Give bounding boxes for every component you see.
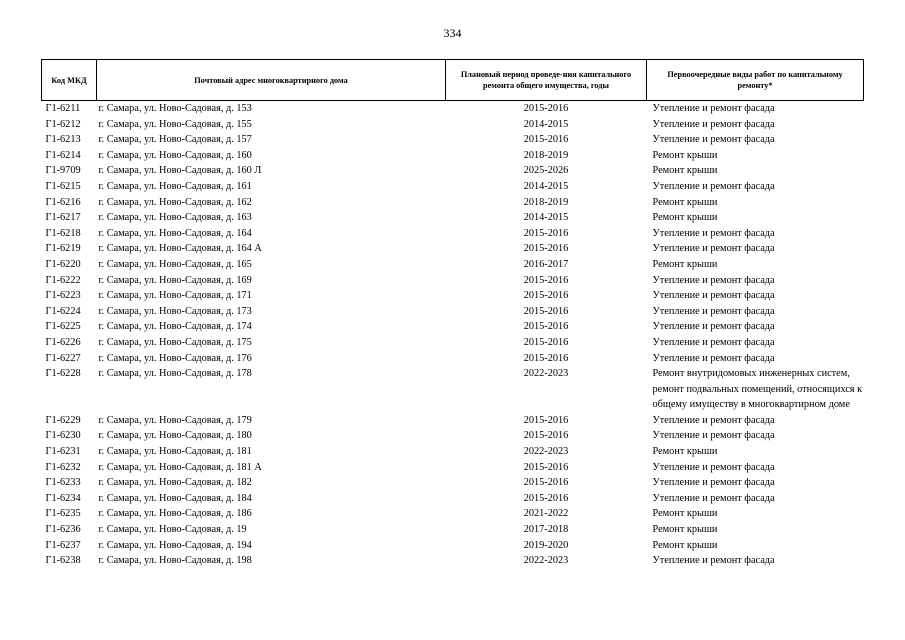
cell-address: г. Самара, ул. Ново-Садовая, д. 186 xyxy=(98,508,252,520)
cell-address: г. Самара, ул. Ново-Садовая, д. 181 xyxy=(98,446,252,458)
cell-address: г. Самара, ул. Ново-Садовая, д. 153 xyxy=(98,103,252,114)
cell-period: 2015-2016 xyxy=(523,414,569,426)
table-row xyxy=(42,413,864,429)
cell-code: Г1-6224 xyxy=(45,305,81,317)
cell-works: Утепление и ремонт фасада xyxy=(652,290,775,302)
cell-period: 2017-2018 xyxy=(523,524,569,536)
cell-address: г. Самара, ул. Ново-Садовая, д. 179 xyxy=(98,414,252,426)
table-row xyxy=(42,101,864,117)
cell-address: г. Самара, ул. Ново-Садовая, д. 160 xyxy=(98,149,252,161)
cell-works: Утепление и ремонт фасада xyxy=(652,430,775,442)
cell-address: г. Самара, ул. Ново-Садовая, д. 161 xyxy=(98,180,252,192)
cell-period: 2015-2016 xyxy=(523,430,569,442)
cell-period: 2015-2016 xyxy=(523,336,569,348)
cell-works: Утепление и ремонт фасада xyxy=(652,321,775,333)
table-header xyxy=(42,60,864,101)
table-row xyxy=(42,506,864,522)
cell-code: Г1-6231 xyxy=(45,446,81,458)
table-row xyxy=(42,117,864,133)
cell-code: Г1-6216 xyxy=(45,196,81,208)
cell-address: г. Самара, ул. Ново-Садовая, д. 180 xyxy=(98,430,252,442)
cell-period: 2014-2015 xyxy=(523,212,569,224)
cell-period: 2022-2023 xyxy=(523,555,569,567)
cell-works: Ремонт крыши xyxy=(652,196,718,208)
cell-period: 2019-2020 xyxy=(523,539,569,551)
cell-works: Ремонт крыши xyxy=(652,258,718,270)
table-row xyxy=(42,319,864,335)
cell-code: Г1-6226 xyxy=(45,336,81,348)
cell-period: 2014-2015 xyxy=(523,180,569,192)
page-number: 334 xyxy=(443,26,462,40)
table-row xyxy=(42,257,864,273)
cell-period: 2015-2016 xyxy=(523,492,569,504)
cell-period: 2015-2016 xyxy=(523,477,569,489)
cell-address: г. Самара, ул. Ново-Садовая, д. 184 xyxy=(98,492,252,504)
cell-works: Утепление и ремонт фасада xyxy=(652,492,775,504)
table-row xyxy=(42,304,864,320)
cell-period: 2015-2016 xyxy=(523,305,569,317)
cell-period: 2015-2016 xyxy=(523,274,569,286)
cell-works: Утепление и ремонт фасада xyxy=(652,336,775,348)
cell-address: г. Самара, ул. Ново-Садовая, д. 181 А xyxy=(98,461,262,473)
table-row xyxy=(42,460,864,476)
cell-code: Г1-6218 xyxy=(45,227,81,239)
cell-period: 2015-2016 xyxy=(523,461,569,473)
column-header-code: Код МКД xyxy=(42,60,97,101)
cell-period: 2018-2019 xyxy=(523,149,569,161)
cell-works: Утепление и ремонт фасада xyxy=(652,227,775,239)
cell-works: Утепление и ремонт фасада xyxy=(652,274,775,286)
table-row xyxy=(42,444,864,460)
cell-works: Ремонт крыши xyxy=(652,446,718,458)
cell-period: 2015-2016 xyxy=(523,227,569,239)
cell-works: Утепление и ремонт фасада xyxy=(652,103,775,114)
cell-code: Г1-6237 xyxy=(45,539,81,551)
cell-address: г. Самара, ул. Ново-Садовая, д. 174 xyxy=(98,321,252,333)
cell-period: 2015-2016 xyxy=(523,134,569,146)
cell-works: Утепление и ремонт фасада xyxy=(652,414,775,426)
table-row xyxy=(42,288,864,304)
cell-code: Г1-6222 xyxy=(45,274,81,286)
cell-works: Ремонт крыши xyxy=(652,212,718,224)
table-row xyxy=(42,210,864,226)
cell-code: Г1-6220 xyxy=(45,258,81,270)
table-row xyxy=(42,553,864,569)
cell-works: Утепление и ремонт фасада xyxy=(652,352,775,364)
column-header-period: Плановый период проведе-ния капитального ремонта общего имущества, годы xyxy=(446,60,647,101)
cell-period: 2016-2017 xyxy=(523,258,569,270)
cell-code: Г1-6225 xyxy=(45,321,81,333)
cell-code: Г1-6236 xyxy=(45,524,81,536)
cell-period: 2015-2016 xyxy=(523,290,569,302)
cell-address: г. Самара, ул. Ново-Садовая, д. 194 xyxy=(98,539,252,551)
table-row xyxy=(42,226,864,242)
cell-works: Утепление и ремонт фасада xyxy=(652,461,775,473)
cell-period: 2014-2015 xyxy=(523,118,569,130)
cell-code: Г1-6228 xyxy=(45,368,81,380)
table-row xyxy=(42,475,864,491)
cell-address: г. Самара, ул. Ново-Садовая, д. 162 xyxy=(98,196,252,208)
cell-code: Г1-6211 xyxy=(45,103,81,114)
cell-address: г. Самара, ул. Ново-Садовая, д. 175 xyxy=(98,336,252,348)
cell-works: Утепление и ремонт фасада xyxy=(652,180,775,192)
table-row xyxy=(42,195,864,211)
cell-code: Г1-6232 xyxy=(45,461,81,473)
cell-period: 2015-2016 xyxy=(523,243,569,255)
table-row xyxy=(42,428,864,444)
cell-code: Г1-6227 xyxy=(45,352,81,364)
cell-code: Г1-6234 xyxy=(45,492,81,504)
cell-code: Г1-6230 xyxy=(45,430,81,442)
cell-code: Г1-9709 xyxy=(45,165,81,177)
cell-period: 2025-2026 xyxy=(523,165,569,177)
cell-works: Утепление и ремонт фасада xyxy=(652,118,775,130)
cell-code: Г1-6214 xyxy=(45,149,81,161)
cell-works: Утепление и ремонт фасада xyxy=(652,305,775,317)
cell-code: Г1-6212 xyxy=(45,118,81,130)
table-row xyxy=(42,273,864,289)
cell-works: Ремонт крыши xyxy=(652,165,718,177)
cell-code: Г1-6233 xyxy=(45,477,81,489)
cell-works: Ремонт внутридомовых инженерных систем, ремонт подвальных помещений, относящихся к общему имуществу в многоквартирном доме xyxy=(652,368,863,411)
cell-code: Г1-6238 xyxy=(45,555,81,567)
table-row xyxy=(42,179,864,195)
cell-works: Ремонт крыши xyxy=(652,524,718,536)
cell-period: 2018-2019 xyxy=(523,196,569,208)
cell-code: Г1-6223 xyxy=(45,290,81,302)
cell-works: Ремонт крыши xyxy=(652,508,718,520)
table-body xyxy=(42,101,864,569)
cell-period: 2022-2023 xyxy=(523,446,569,458)
table-row xyxy=(42,163,864,179)
table-row xyxy=(42,132,864,148)
cell-works: Утепление и ремонт фасада xyxy=(652,243,775,255)
table-row xyxy=(42,241,864,257)
table-row xyxy=(42,366,864,413)
cell-works: Утепление и ремонт фасада xyxy=(652,477,775,489)
cell-code: Г1-6217 xyxy=(45,212,81,224)
table-row xyxy=(42,148,864,164)
cell-period: 2015-2016 xyxy=(523,103,569,114)
column-header-address: Почтовый адрес многоквартирного дома xyxy=(97,60,446,101)
cell-works: Ремонт крыши xyxy=(652,149,718,161)
cell-address: г. Самара, ул. Ново-Садовая, д. 173 xyxy=(98,305,252,317)
cell-code: Г1-6213 xyxy=(45,134,81,146)
cell-code: Г1-6219 xyxy=(45,243,81,255)
cell-address: г. Самара, ул. Ново-Садовая, д. 160 Л xyxy=(98,165,262,177)
cell-address: г. Самара, ул. Ново-Садовая, д. 155 xyxy=(98,118,252,130)
cell-period: 2015-2016 xyxy=(523,321,569,333)
cell-works: Утепление и ремонт фасада xyxy=(652,134,775,146)
cell-period: 2021-2022 xyxy=(523,508,569,520)
cell-address: г. Самара, ул. Ново-Садовая, д. 182 xyxy=(98,477,252,489)
cell-address: г. Самара, ул. Ново-Садовая, д. 157 xyxy=(98,134,252,146)
table-row xyxy=(42,351,864,367)
table-row xyxy=(42,538,864,554)
cell-address: г. Самара, ул. Ново-Садовая, д. 178 xyxy=(98,368,252,380)
cell-address: г. Самара, ул. Ново-Садовая, д. 19 xyxy=(98,524,247,536)
cell-address: г. Самара, ул. Ново-Садовая, д. 169 xyxy=(98,274,252,286)
cell-period: 2015-2016 xyxy=(523,352,569,364)
cell-works: Ремонт крыши xyxy=(652,539,718,551)
cell-address: г. Самара, ул. Ново-Садовая, д. 198 xyxy=(98,555,252,567)
cell-address: г. Самара, ул. Ново-Садовая, д. 163 xyxy=(98,212,252,224)
cell-address: г. Самара, ул. Ново-Садовая, д. 171 xyxy=(98,290,252,302)
table-row xyxy=(42,491,864,507)
table-row xyxy=(42,522,864,538)
cell-code: Г1-6235 xyxy=(45,508,81,520)
table-header-row xyxy=(42,60,864,101)
cell-period: 2022-2023 xyxy=(523,368,569,380)
table-row xyxy=(42,335,864,351)
capital-repair-table xyxy=(41,59,864,569)
column-header-works: Первоочередные виды работ по капитальному ремонту* xyxy=(647,60,864,101)
cell-works: Утепление и ремонт фасада xyxy=(652,555,775,567)
cell-address: г. Самара, ул. Ново-Садовая, д. 176 xyxy=(98,352,252,364)
cell-address: г. Самара, ул. Ново-Садовая, д. 164 А xyxy=(98,243,262,255)
cell-address: г. Самара, ул. Ново-Садовая, д. 164 xyxy=(98,227,252,239)
cell-address: г. Самара, ул. Ново-Садовая, д. 165 xyxy=(98,258,252,270)
cell-code: Г1-6229 xyxy=(45,414,81,426)
cell-code: Г1-6215 xyxy=(45,180,81,192)
